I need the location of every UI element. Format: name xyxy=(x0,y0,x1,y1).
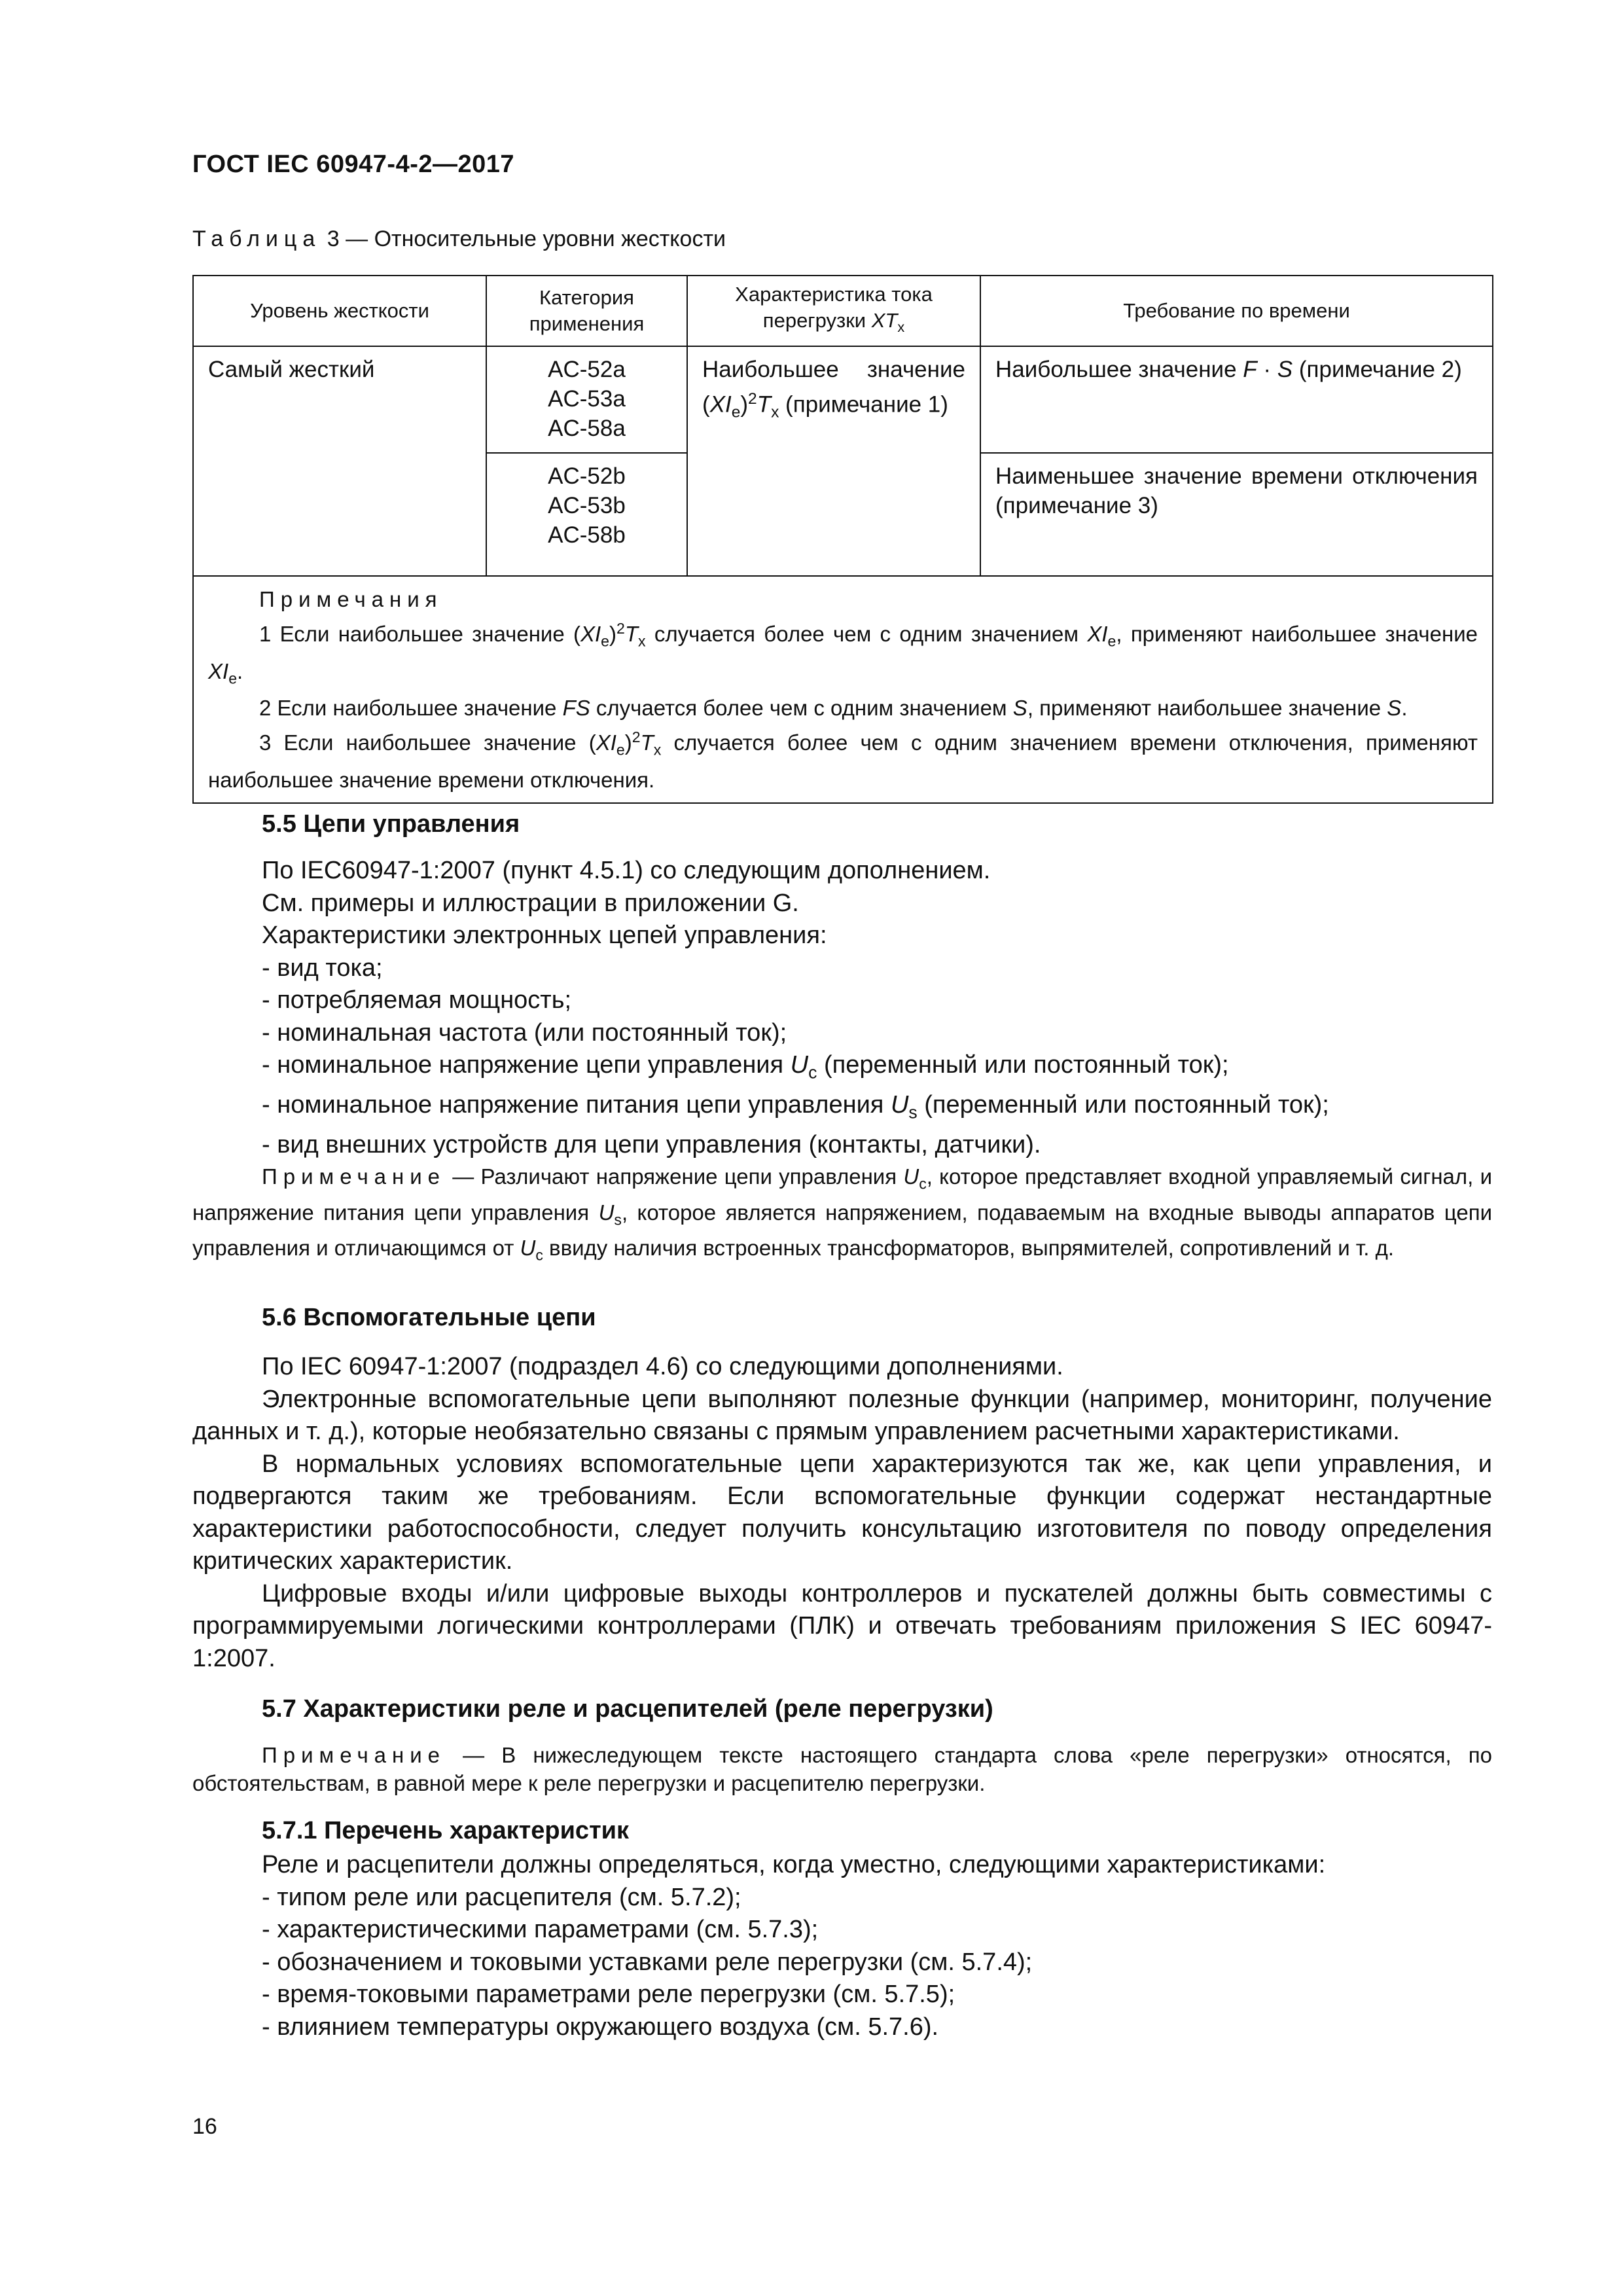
section-5-7-1-heading: 5.7.1 Перечень характеристик xyxy=(262,1817,630,1844)
col-header-level: Уровень жесткости xyxy=(193,276,486,346)
cell-level: Самый жесткий xyxy=(193,346,486,576)
section-5-5-note: Примечание — Различают напряжение цепи управления $U_c$, которое представляет входной управляемый сигнал, и напряжение питания цепи управления $U_s$, которое является напряжением, подаваемым на входные выводы аппаратов цепи управления и отличающимся от $U_c$ ввиду наличия встроенных трансформаторов, выпрямителей, сопротивлений и т. д. xyxy=(192,1164,1493,1264)
section-5-7-heading: 5.7 Характеристики реле и расцепителей (реле перегрузки) xyxy=(262,1695,993,1723)
notes-heading: Примечания xyxy=(259,587,443,611)
section-5-6-body xyxy=(192,1351,1492,1675)
section-5-5-body xyxy=(262,855,1492,1162)
list-item: - типом реле или расцепителя (см. 5.7.2); xyxy=(262,1883,741,1911)
cell-overload-char: Наибольшее значение $(XI_e)^2T_x$ (примечание 1) xyxy=(687,346,980,576)
cell-time-req-b: Наименьшее значение времени отключения (примечание 3) xyxy=(980,453,1493,576)
list-item: По IEC60947-1:2007 (пункт 4.5.1) со следующим дополнением. xyxy=(262,857,991,884)
table-notes xyxy=(193,576,1493,803)
list-item: - обозначением и токовыми уставками реле перегрузки (см. 5.7.4); xyxy=(262,1948,1033,1976)
paragraph: Цифровые входы и/или цифровые выходы контроллеров и пускателей должны быть совместимы с программируемыми логическими контроллерами (ПЛК) и отвечать требованиям приложения S IEC 60947-1:2007. xyxy=(192,1579,1492,1672)
cell-time-req-a: Наибольшее значение F · S (примечание 2) xyxy=(980,346,1493,453)
table-notes-row xyxy=(193,576,1493,803)
page-number: 16 xyxy=(192,2114,217,2139)
section-5-5-heading: 5.5 Цепи управления xyxy=(262,810,520,838)
paragraph: В нормальных условиях вспомогательные цепи характеризуются так же, как цепи управления, и подвергаются таким же требованиям. Если вспомогательные функции содержат нестандартные характеристики работоспособности, следует получить консультацию изготовителя по поводу определения критических характеристик. xyxy=(192,1450,1492,1575)
standard-id-header: ГОСТ IEC 60947-4-2—2017 xyxy=(192,151,515,178)
list-item: - номинальное напряжение цепи управления $U_c$ (переменный или постоянный ток); xyxy=(262,1051,1229,1083)
col-header-overload: Характеристика тока перегрузки $XT_x$ xyxy=(687,276,980,346)
list-item: - влиянием температуры окружающего воздуха (см. 5.7.6). xyxy=(262,2013,939,2041)
cell-categories-a: AC-52a AC-53a AC-58a xyxy=(486,346,687,453)
table-caption-label: Таблица xyxy=(192,226,321,251)
table-header-row xyxy=(193,276,1493,346)
col-header-category: Категория применения xyxy=(486,276,687,346)
cell-categories-b: AC-52b AC-53b AC-58b xyxy=(486,453,687,576)
table-note-3: 3 Если наибольшее значение $(XI_e)^2T_x$ случается более чем с одним значением времени отключения, применяют наибольшее значение времени отключения. xyxy=(208,728,1478,792)
list-item: Характеристики электронных цепей управления: xyxy=(262,922,827,949)
paragraph: Электронные вспомогательные цепи выполняют полезные функции (например, мониторинг, получение данных и т. д.), которые необязательно связаны с прямым управлением расчетными характеристиками. xyxy=(192,1385,1492,1445)
list-item: - характеристическими параметрами (см. 5.7.3); xyxy=(262,1916,819,1943)
table-note-1: 1 Если наибольшее значение $(XI_e)^2T_x$ случается более чем с одним значением $XI_e$, применяют наибольшее значение $XI_e$. xyxy=(208,620,1478,687)
list-item: - потребляемая мощность; xyxy=(262,986,572,1014)
table-note-2: 2 Если наибольшее значение FS случается более чем с одним значением S, применяют наибольшее значение S. xyxy=(259,696,1408,721)
section-5-7-note: Примечание — В нижеследующем тексте настоящего стандарта слова «реле перегрузки» относятся, по обстоятельствам, в равной мере к реле перегрузки и расцепителю перегрузки. xyxy=(192,1743,1492,1795)
paragraph: По IEC 60947-1:2007 (подраздел 4.6) со следующими дополнениями. xyxy=(262,1353,1063,1380)
table-caption xyxy=(192,226,726,252)
table-row xyxy=(193,346,1493,453)
list-item: - время-токовыми параметрами реле перегрузки (см. 5.7.5); xyxy=(262,1981,955,2008)
list-item: - номинальное напряжение питания цепи управления $U_s$ (переменный или постоянный ток); xyxy=(262,1091,1329,1122)
list-item: - вид тока; xyxy=(262,954,383,982)
paragraph: Реле и расцепители должны определяться, когда уместно, следующими характеристиками: xyxy=(262,1851,1326,1878)
table-caption-text: 3 — Относительные уровни жесткости xyxy=(327,226,726,251)
col-header-time: Требование по времени xyxy=(980,276,1493,346)
list-item: - вид внешних устройств для цепи управления (контакты, датчики). xyxy=(262,1131,1041,1159)
rigidity-levels-table xyxy=(192,275,1493,804)
list-item: См. примеры и иллюстрации в приложении G. xyxy=(262,889,799,917)
list-item: - номинальная частота (или постоянный ток); xyxy=(262,1018,787,1047)
section-5-6-heading: 5.6 Вспомогательные цепи xyxy=(262,1304,596,1331)
section-5-7-1-body xyxy=(262,1849,1492,2043)
